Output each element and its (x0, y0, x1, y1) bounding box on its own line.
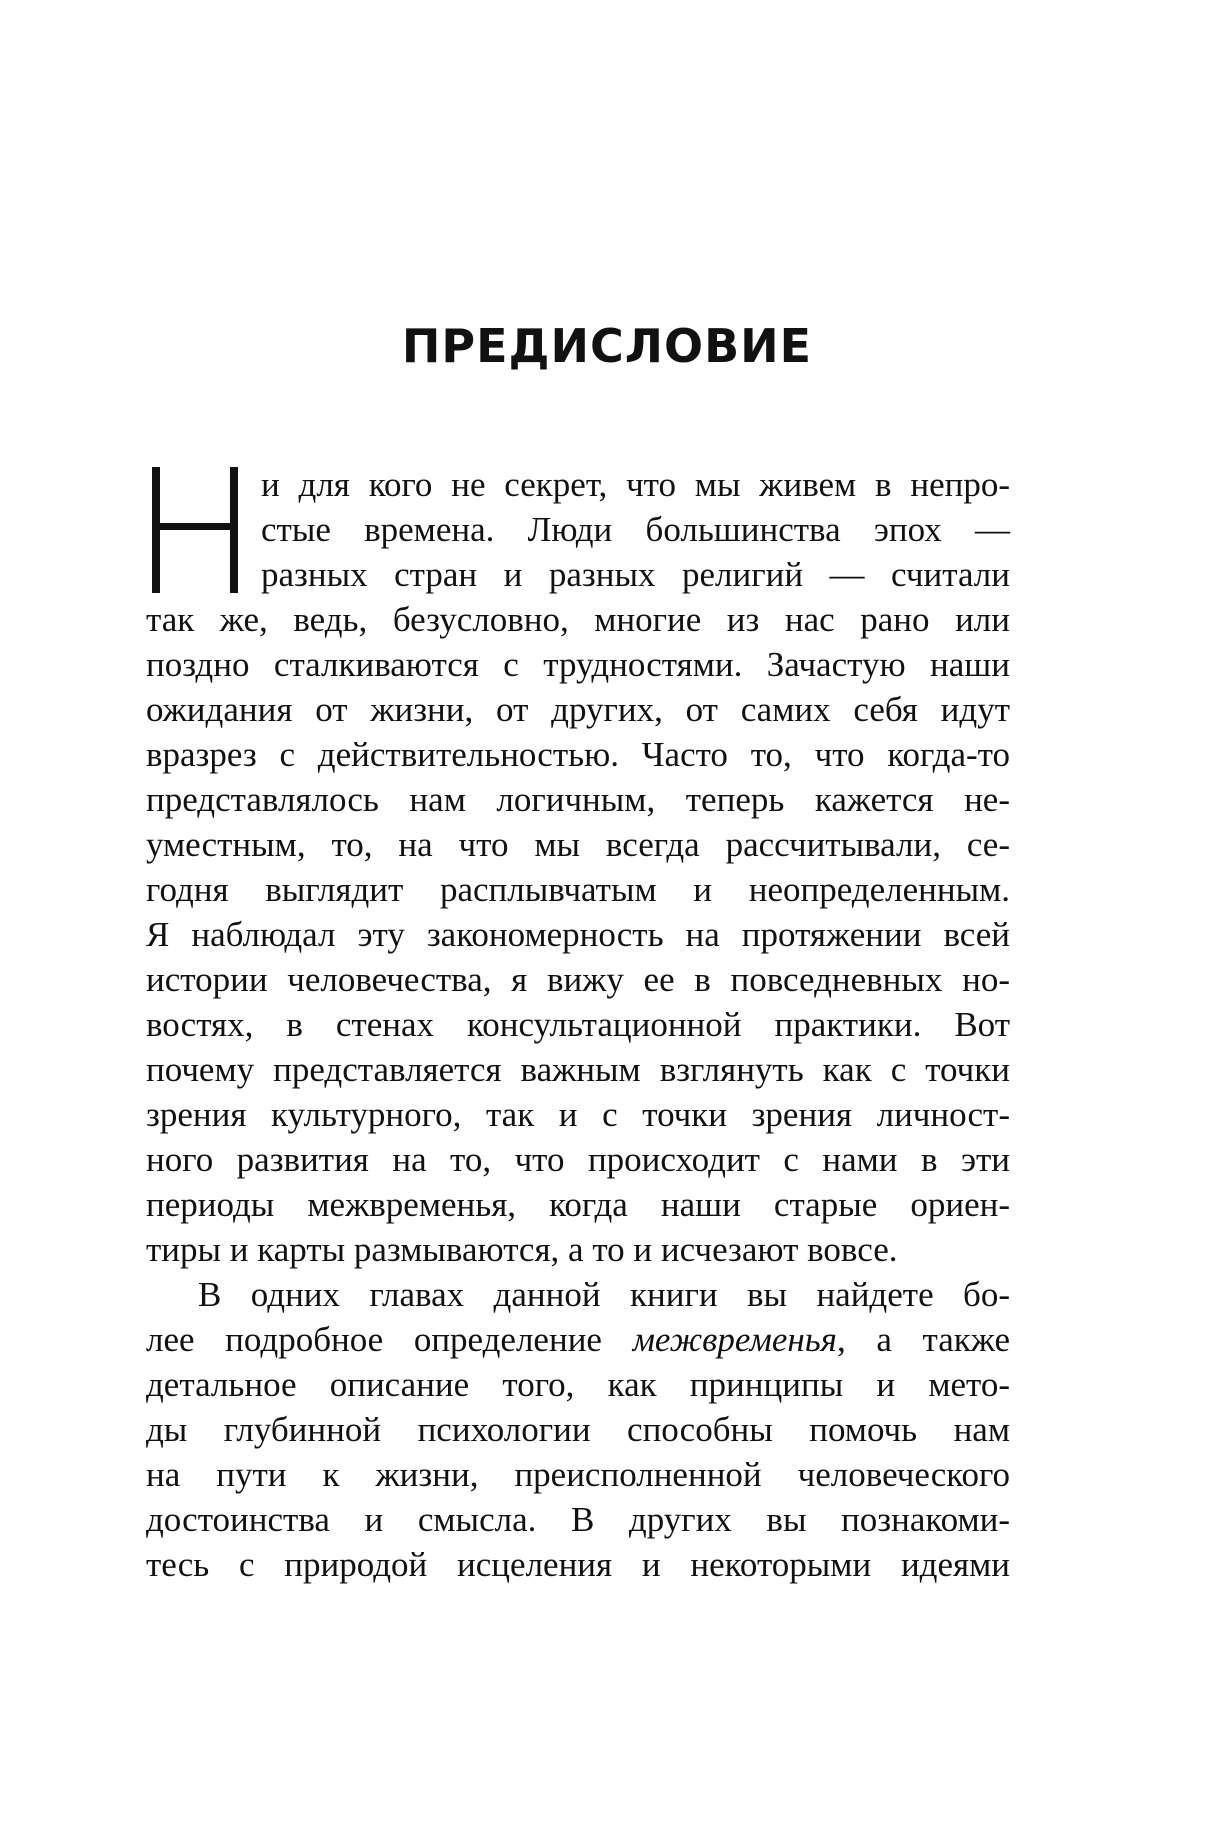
text-line: зрения культурного, так и с точки зрения личност- (146, 1095, 1010, 1134)
text-line: так же, ведь, безусловно, многие из нас рано или (146, 600, 1010, 639)
text-line: периоды межвременья, когда наши старые ориен- (146, 1185, 1010, 1224)
text-line: почему представляется важным взглянуть как с точки (146, 1050, 1010, 1089)
text-line: достоинства и смысла. В других вы познакоми- (146, 1500, 1010, 1539)
text-line (146, 1317, 1010, 1362)
text-line: детальное описание того, как принципы и мето- (146, 1365, 1010, 1404)
text-line: ды глубинной психологии способны помочь нам (146, 1410, 1010, 1449)
body-text (146, 462, 1010, 1587)
drop-cap-letter (148, 465, 248, 595)
text-line: истории человечества, я вижу ее в повседневных но- (146, 960, 1010, 999)
text-line: представлялось нам логичным, теперь кажется не- (146, 780, 1010, 819)
text-line: на пути к жизни, преисполненной человеческого (146, 1455, 1010, 1494)
text-segment: , а также (836, 1320, 1010, 1359)
text-line: тесь с природой исцеления и некоторыми идеями (146, 1545, 1010, 1584)
paragraph-2 (146, 1272, 1010, 1587)
text-line: разных стран и разных религий — считали (261, 555, 1010, 594)
chapter-title: ПРЕДИСЛОВИЕ (401, 319, 813, 373)
text-line: вразрез с действительностью. Часто то, что когда-то (146, 735, 1010, 774)
text-segment: лее подробное определение (146, 1320, 633, 1359)
text-line: годня выглядит расплывчатым и неопределенным. (146, 870, 1010, 909)
italic-term: межвременья (632, 1320, 837, 1359)
text-line: ного развития на то, что происходит с нами в эти (146, 1140, 1010, 1179)
text-line: В одних главах данной книги вы найдете бо- (198, 1275, 1010, 1314)
text-line: востях, в стенах консультационной практики. Вот (146, 1005, 1010, 1044)
text-line: стые времена. Люди большинства эпох — (261, 510, 1010, 549)
text-line: уместным, то, на что мы всегда рассчитывали, се- (146, 825, 1010, 864)
text-line: тиры и карты размываются, а то и исчезают вовсе. (146, 1230, 898, 1269)
text-line: ожидания от жизни, от других, от самих себя идут (146, 690, 1010, 729)
paragraph-1 (146, 462, 1010, 1272)
text-line: и для кого не секрет, что мы живем в непро- (261, 465, 1010, 504)
text-line: поздно сталкиваются с трудностями. Зачастую наши (146, 645, 1010, 684)
text-line: Я наблюдал эту закономерность на протяжении всей (146, 915, 1010, 954)
